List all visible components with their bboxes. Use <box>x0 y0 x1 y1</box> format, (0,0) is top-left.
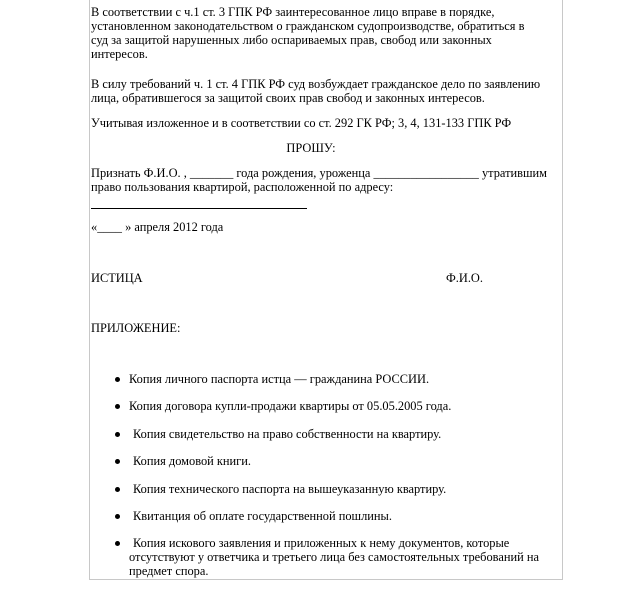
text-line: право пользования квартирой, расположенной по адресу: <box>91 180 394 194</box>
paragraph-article-4 <box>91 77 540 105</box>
text-line: В соответствии с ч.1 ст. 3 ГПК РФ заинтересованное лицо вправе в порядке, <box>91 5 495 19</box>
plaintiff-label: ИСТИЦА <box>91 271 143 285</box>
paragraph-article-3 <box>91 5 524 61</box>
text-line: суд за защитой нарушенных либо оспариваемых прав, свобод или законных <box>91 33 492 47</box>
text-line: отсутствуют у ответчика и третьего лица без самостоятельных требований на <box>129 550 539 564</box>
text-line: Признать Ф.И.О. , _______ года рождения, уроженца _________________ утратившим <box>91 166 547 180</box>
bullet-icon <box>115 377 120 382</box>
bullet-icon <box>115 404 120 409</box>
list-item: Копия договора купли-продажи квартиры от 05.05.2005 года. <box>129 399 452 413</box>
bullet-icon <box>115 432 120 437</box>
text-line: Копия искового заявления и приложенных к нему документов, которые <box>133 536 510 550</box>
list-item: Квитанция об оплате государственной пошлины. <box>133 509 392 523</box>
text-line: установленном законодательством о гражданском судопроизводстве, обратиться в <box>91 19 525 33</box>
list-item-continuation <box>129 550 539 578</box>
attachments-heading: ПРИЛОЖЕНИЕ: <box>91 321 181 335</box>
text-line: В силу требований ч. 1 ст. 4 ГПК РФ суд возбуждает гражданское дело по заявлению <box>91 77 541 91</box>
bullet-icon <box>115 514 120 519</box>
list-item: Копия домовой книги. <box>133 454 251 468</box>
bullet-icon <box>115 459 120 464</box>
request-heading: ПРОШУ: <box>286 141 336 155</box>
bullet-icon <box>115 541 120 546</box>
list-item: Копия свидетельство на право собственности на квартиру. <box>133 427 442 441</box>
text-line: интересов. <box>91 47 148 61</box>
bullet-icon <box>115 487 120 492</box>
address-underline <box>91 208 307 209</box>
plaintiff-name: Ф.И.О. <box>446 271 483 285</box>
date-line: «____ » апреля 2012 года <box>91 220 224 234</box>
text-line: предмет спора. <box>129 564 209 578</box>
list-item <box>133 536 509 550</box>
text-line: лица, обратившегося за защитой своих прав свобод и законных интересов. <box>91 91 485 105</box>
paragraph-considering: Учитывая изложенное и в соответствии со ст. 292 ГК РФ; 3, 4, 131-133 ГПК РФ <box>91 116 512 130</box>
paragraph-request <box>91 166 547 194</box>
list-item: Копия личного паспорта истца — гражданина РОССИИ. <box>129 372 430 386</box>
list-item: Копия технического паспорта на вышеуказанную квартиру. <box>133 482 447 496</box>
